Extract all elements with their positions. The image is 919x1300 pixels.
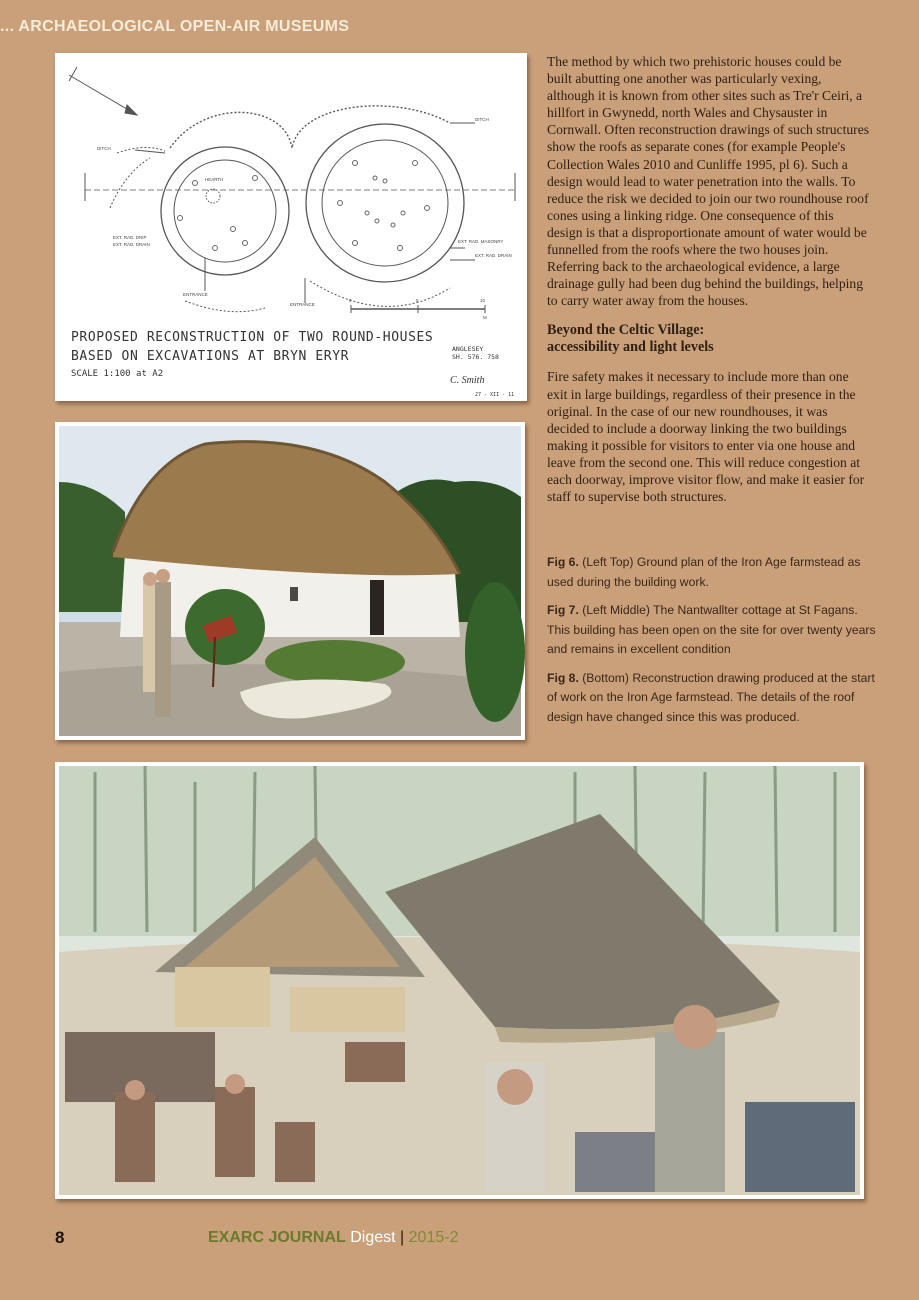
- article-body: [547, 53, 869, 505]
- caption-label: Fig 7.: [547, 603, 579, 617]
- ground-plan-svg: [55, 53, 527, 401]
- reconstruction-illustration: [55, 762, 864, 1199]
- label-hearth: HEARTH: [205, 177, 224, 182]
- section-heading-line2: accessibility and light levels: [547, 339, 714, 356]
- journal-digest: Digest: [345, 1229, 396, 1246]
- caption-fig8: [547, 669, 877, 728]
- caption-label: Fig 8.: [547, 670, 579, 685]
- ground-plan-drawing: [55, 53, 527, 401]
- page-number: 8: [55, 1228, 65, 1247]
- label-ext-rad-right2: EXT. RAD. DRAIN: [475, 253, 512, 258]
- label-ext-rad-left1: EXT. RAD. DRIP: [113, 235, 147, 240]
- journal-issue: 2015-2: [408, 1229, 459, 1246]
- plan-sig-date: 27 - XII - 11: [475, 392, 515, 398]
- label-entrance-left: ENTRANCE: [183, 292, 208, 297]
- caption-text: (Left Middle) The Nantwallter cottage at St Fagans. This building has been open on the site for over twenty years and remains in excellent condition: [547, 603, 876, 656]
- cottage-photo-svg: [55, 422, 525, 740]
- cottage-photo: [55, 422, 525, 740]
- label-ext-rad-left2: EXT. RAD. DRAIN: [113, 242, 150, 247]
- caption-fig6: [547, 553, 877, 592]
- plan-title-line1: PROPOSED RECONSTRUCTION OF TWO ROUND-HOUSES: [71, 330, 434, 345]
- plan-scale-text: SCALE 1:100 at A2: [71, 369, 164, 379]
- plan-title-line2: BASED ON EXCAVATIONS AT BRYN ERYR: [71, 349, 350, 364]
- caption-text: (Left Top) Ground plan of the Iron Age farmstead as used during the building work.: [547, 555, 861, 589]
- caption-label: Fig 6.: [547, 555, 579, 569]
- article-paragraph-1: The method by which two prehistoric houses could be built abutting one another was particularly vexing, although it is known from other sites such as Tre'r Ceiri, a hillfort in Gwynedd, north Wales and Chysauster in Cornwall. Often reconstruction drawings of such structures show the roofs as separate cones (for example People's Collection Wales 2010 and Cunliffe 1995, pl 6). Such a design would lead to water penetration into the walls. To reduce the risk we decided to join our two roundhouse roof cones using a linking ridge. One consequence of this design is that a disproportionate amount of water would be funnelled from the roofs where the two houses join. Referring back to the archaeological evidence, a large drainage gully had been dug behind the buildings, helping to carry water away from the houses.: [547, 54, 870, 309]
- label-scale-10: 10: [480, 298, 486, 303]
- caption-fig7: [547, 601, 877, 660]
- footer-separator: |: [395, 1229, 409, 1246]
- label-entrance-right: ENTRANCE: [290, 302, 315, 307]
- label-ext-rad-right1: EXT. RAD. MASONRY: [458, 239, 504, 244]
- label-ditch-top: DITCH: [475, 117, 489, 122]
- label-ditch-left: DITCH: [97, 146, 111, 151]
- running-head: ... ARCHAEOLOGICAL OPEN-AIR MUSEUMS: [0, 18, 350, 35]
- section-heading: [547, 322, 869, 356]
- caption-text: (Bottom) Reconstruction drawing produced at the start of work on the Iron Age farmstead. The details of the roof design have changed since this was produced.: [547, 670, 875, 724]
- plan-location: ANGLESEY: [452, 345, 484, 353]
- plan-grid-ref: SH. 576. 758: [452, 353, 499, 361]
- label-scale-m: M: [483, 315, 487, 320]
- reconstruction-illustration-svg: [55, 762, 864, 1199]
- journal-footer: [208, 1229, 458, 1247]
- article-paragraph-2: Fire safety makes it necessary to include more than one exit in large buildings, regardless of their presence in the original. In the case of our new roundhouses, it was decided to include a doorway linking the two buildings making it possible for visitors to enter via one house and leave from the second one. This will reduce congestion at each doorway, improve visitor flow, and make it easier for staff to supervise both structures.: [547, 369, 865, 505]
- label-scale-0: 0: [349, 298, 352, 303]
- label-scale-5: 5: [416, 298, 419, 303]
- plan-signature: C. Smith: [450, 375, 485, 386]
- figure-captions: [547, 553, 877, 736]
- journal-name: EXARC JOURNAL: [208, 1229, 346, 1246]
- section-heading-line1: Beyond the Celtic Village:: [547, 322, 705, 339]
